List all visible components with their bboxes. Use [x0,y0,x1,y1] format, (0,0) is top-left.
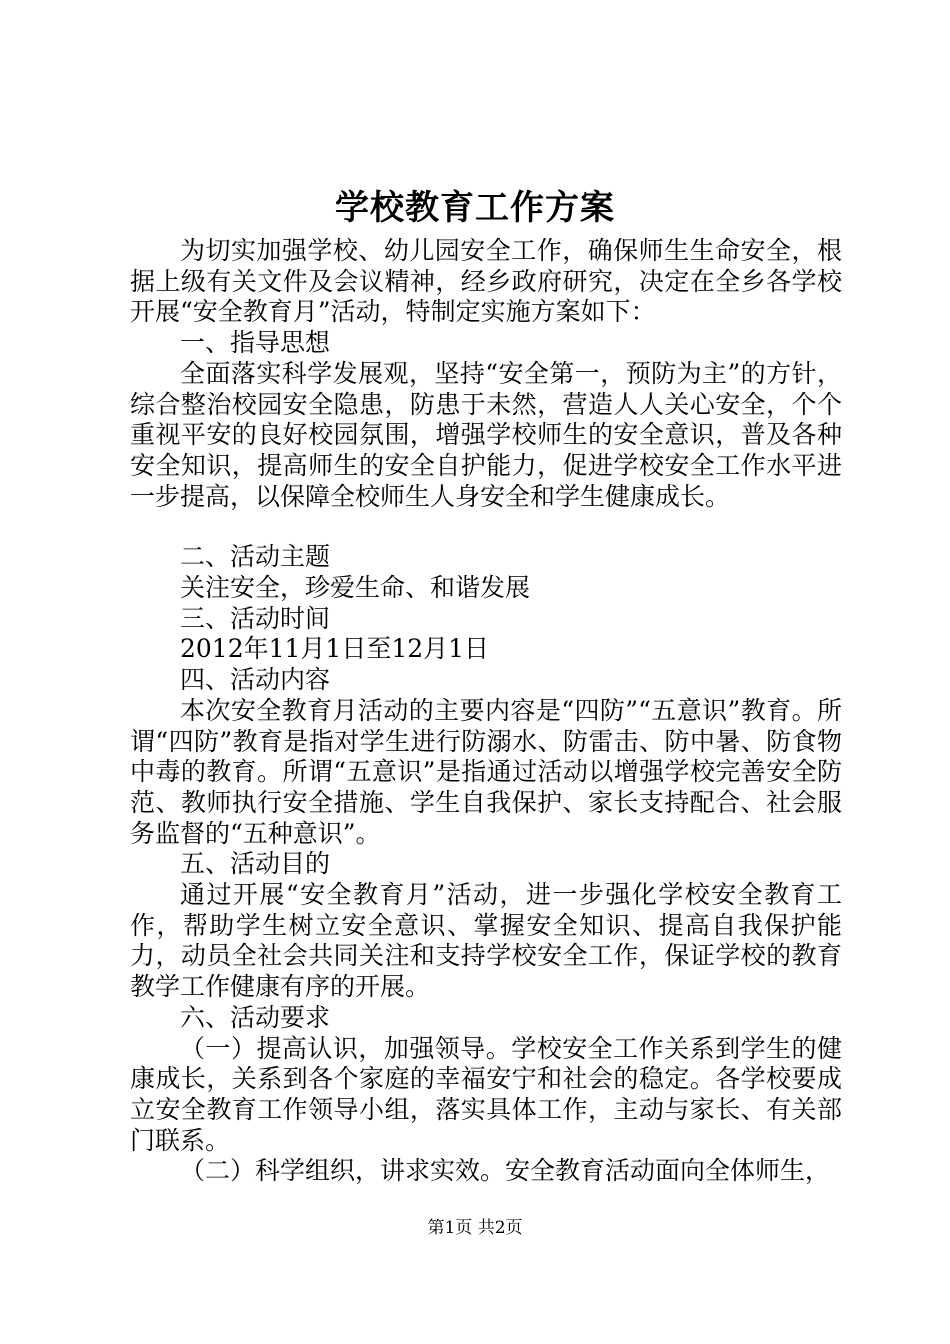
page-footer: 第1页 共2页 [427,1218,523,1238]
intro-paragraph: 为切实加强学校、幼儿园安全工作，确保师生生命安全，根据上级有关文件及会议精神，经乡政府研究，决定在全乡各学校开展“安全教育月”活动，特制定实施方案如下： [130,236,842,327]
section-heading-guiding-thought: 一、指导思想 [180,328,331,358]
requirement-1-paragraph: （一）提高认识，加强领导。学校安全工作关系到学生的健康成长，关系到各个家庭的幸福安宁和社会的稳定。各学校要成立安全教育工作领导小组，落实具体工作，主动与家长、有关部门联系。 [130,1033,842,1155]
section-heading-requirements: 六、活动要求 [180,1002,331,1032]
requirement-2-paragraph: （二）科学组织，讲求实效。安全教育活动面向全体师生， [180,1156,831,1186]
time-paragraph: 2012年11月1日至12月1日 [180,634,490,664]
document-title: 学校教育工作方案 [335,188,615,228]
section-heading-time: 三、活动时间 [180,603,331,633]
section-heading-purpose: 五、活动目的 [180,849,331,879]
document-body [130,236,842,1187]
section-heading-content: 四、活动内容 [180,665,331,695]
section-heading-theme: 二、活动主题 [180,542,331,572]
guiding-thought-paragraph: 全面落实科学发展观，坚持“安全第一，预防为主”的方针，综合整治校园安全隐患，防患于未然，营造人人关心安全，个个重视平安的良好校园氛围，增强学校师生的安全意识，普及各种安全知识，提高师生的安全自护能力，促进学校安全工作水平进一步提高，以保障全校师生人身安全和学生健康成长。 [130,358,842,511]
content-paragraph: 本次安全教育月活动的主要内容是“四防”“五意识”教育。所谓“四防”教育是指对学生进行防溺水、防雷击、防中暑、防食物中毒的教育。所谓“五意识”是指通过活动以增强学校完善安全防范、教师执行安全措施、学生自我保护、家长支持配合、社会服务监督的“五种意识”。 [130,695,842,848]
paragraph-gap [130,512,842,542]
purpose-paragraph: 通过开展“安全教育月”活动，进一步强化学校安全教育工作，帮助学生树立安全意识、掌握安全知识、提高自我保护能力，动员全社会共同关注和支持学校安全工作，保证学校的教育教学工作健康有序的开展。 [130,880,842,1002]
theme-paragraph: 关注安全，珍爱生命、和谐发展 [180,573,531,603]
